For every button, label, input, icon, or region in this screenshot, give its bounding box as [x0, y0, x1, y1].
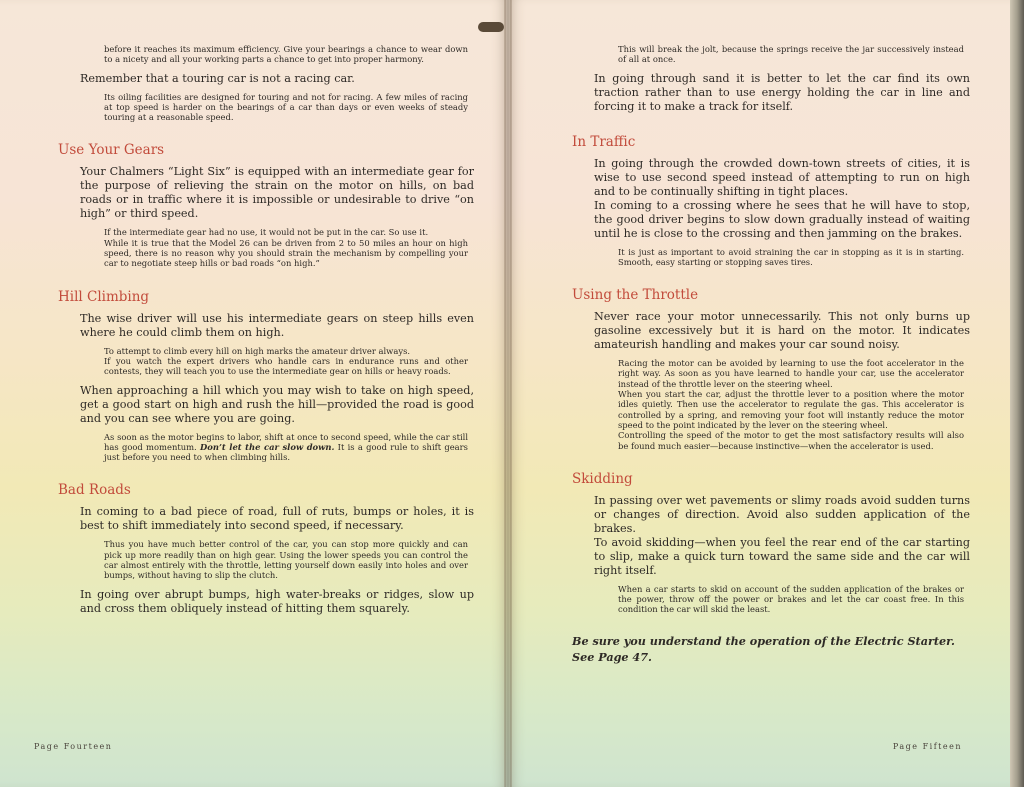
- section-heading-in-traffic: In Traffic: [572, 133, 636, 150]
- body-paragraph: Your Chalmers “Light Six” is equipped with an intermediate gear for the purpose of relieving the strain on the motor on hills, on bad roads or in traffic where it is impossible or undesirable to drive “on high” or third speed.: [80, 165, 474, 221]
- note-text: It is just as important to avoid straining the car in stopping as it is in starting. Smooth, easy starting or stopping saves tires.: [618, 246, 964, 267]
- body-paragraph: In going through sand it is better to let the car find its own traction rather than to use energy holding the car in line and forcing it to make a track for itself.: [594, 71, 970, 113]
- page-stack-edge: [1010, 0, 1024, 787]
- body-paragraph: To avoid skidding—when you feel the rear end of the car starting to slip, make a quick turn toward the same side and the car will right itself.: [594, 535, 970, 577]
- page-number-right: Page Fifteen: [892, 742, 962, 751]
- section-heading-skidding: Skidding: [572, 470, 633, 487]
- right-page: [510, 0, 1010, 787]
- page-number-left: Page Fourteen: [34, 742, 113, 751]
- body-paragraph: In coming to a crossing where he sees that he will have to stop, the good driver begins to slow down gradually instead of waiting until he is close to the crossing and then jamming on the brakes.: [594, 198, 970, 240]
- body-paragraph: In going over abrupt bumps, high water-breaks or ridges, slow up and cross them obliquely instead of hitting them squarely.: [80, 587, 474, 615]
- note-text: [104, 432, 468, 463]
- note-text: If the intermediate gear had no use, it would not be put in the car. So use it.: [104, 227, 429, 238]
- closing-reminder: Be sure you understand the operation of the Electric Starter. See Page 47.: [572, 633, 955, 664]
- note-text: When you start the car, adjust the throttle lever to a position where the motor idles quietly. Then use the accelerator to regulate the gas. This accelerator is controlled by a spring, and removing your foot will instantly reduce the motor speed to the point indicated by the lever on the steering wheel.: [618, 389, 964, 430]
- note-text: Thus you have much better control of the car, you can stop more quickly and can pick up more readily than on high gear. Using the lower speeds you can control the car almost entirely with the throttle, letting yourself down easily into holes and over bumps, without having to slip the clutch.: [104, 539, 468, 581]
- section-heading-using-the-throttle: Using the Throttle: [572, 287, 699, 304]
- note-text-part: It is a good rule to shift gears just before you need to when climbing hills.: [104, 441, 468, 463]
- section-heading-hill-climbing: Hill Climbing: [58, 288, 150, 305]
- note-text-part: As soon as the motor begins to labor, shift at once to second speed, while the car still has good momentum.: [104, 431, 468, 452]
- body-paragraph: Never race your motor unnecessarily. This not only burns up gasoline excessively but it is hard on the motor. It indicates amateurish handling and makes your car sound noisy.: [594, 310, 970, 352]
- section-heading-use-your-gears: Use Your Gears: [58, 142, 165, 159]
- note-text: Its oiling facilities are designed for touring and not for racing. A few miles of racing at top speed is harder on the bearings of a car than days or even weeks of steady touring at a reasonable speed.: [104, 91, 468, 123]
- note-text: To attempt to climb every hill on high marks the amateur driver always.: [104, 345, 411, 356]
- staple: [478, 22, 504, 32]
- body-paragraph: In coming to a bad piece of road, full of ruts, bumps or holes, it is best to shift immediately into second speed, if necessary.: [80, 505, 474, 533]
- note-text: Racing the motor can be avoided by learning to use the foot accelerator in the right way. As soon as you have learned to handle your car, use the accelerator instead of the throttle lever on the steering wheel.: [618, 358, 964, 389]
- left-page: [0, 0, 506, 787]
- body-paragraph: Remember that a touring car is not a racing car.: [80, 71, 355, 85]
- emphasis-text: Don’t let the car slow down.: [200, 441, 335, 452]
- body-paragraph: In going through the crowded down-town streets of cities, it is wise to use second speed instead of attempting to run on high and to be continually shifting in tight places.: [594, 156, 970, 198]
- note-text: When a car starts to skid on account of the sudden application of the brakes or the power, throw off the power or brakes and let the car coast free. In this condition the car will skid the least.: [618, 583, 964, 615]
- body-paragraph: In passing over wet pavements or slimy roads avoid sudden turns or changes of direction. Avoid also sudden application of the brakes.: [594, 493, 970, 535]
- note-text: Controlling the speed of the motor to get the most satisfactory results will also be found much easier—because instinctive—when the accelerator is used.: [618, 430, 964, 451]
- section-heading-bad-roads: Bad Roads: [58, 482, 131, 499]
- body-paragraph: When approaching a hill which you may wish to take on high speed, get a good start on high and rush the hill—provided the road is good and you can see where you are going.: [80, 383, 474, 425]
- note-text: While it is true that the Model 26 can be driven from 2 to 50 miles an hour on high speed, there is no reason why you should strain the mechanism by compelling your car to negotiate steep hills or bad roads “on high.”: [104, 237, 468, 269]
- note-text: before it reaches its maximum efficiency. Give your bearings a chance to wear down to a nicety and all your working parts a chance to get into proper harmony.: [104, 44, 468, 65]
- note-text: If you watch the expert drivers who handle cars in endurance runs and other contests, they will teach you to use the intermediate gear on hills or heavy roads.: [104, 355, 468, 377]
- note-text: This will break the jolt, because the springs receive the jar successively instead of all at once.: [618, 44, 964, 65]
- body-paragraph: The wise driver will use his intermediate gears on steep hills even where he could climb them on high.: [80, 311, 474, 339]
